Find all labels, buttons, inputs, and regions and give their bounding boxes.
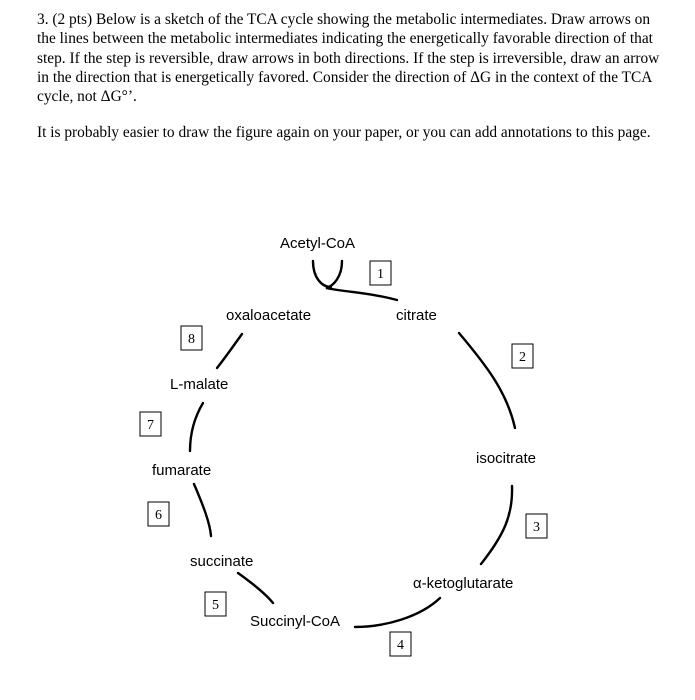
step-1-number: 1 bbox=[377, 267, 384, 282]
step-6-number: 6 bbox=[155, 508, 162, 523]
succinyl-coa-label: Succinyl-CoA bbox=[250, 613, 341, 630]
oxaloacetate-label: oxaloacetate bbox=[226, 307, 312, 324]
step-8-number: 8 bbox=[188, 332, 195, 347]
step-1-box bbox=[370, 261, 391, 285]
step-5-box bbox=[205, 592, 226, 616]
step-7-line bbox=[190, 403, 203, 451]
step-2-number: 2 bbox=[519, 350, 526, 365]
succinate-label: succinate bbox=[190, 553, 254, 570]
question-paragraph-2: It is probably easier to draw the figure again on your paper, or you can add annotations to this page. bbox=[37, 124, 651, 142]
step-5-line bbox=[238, 573, 273, 603]
acetyl-coa-label: Acetyl-CoA bbox=[280, 235, 356, 252]
question-paragraph-1: 3. (2 pts) Below is a sketch of the TCA cycle showing the metabolic intermediates. Draw arrows on the lines between the metabolic intermediates indicating the energetically favorable direction of that step. If the step is reversible, draw arrows in both directions. If the step is irreversible, draw an arrow in the direction that is energetically favored. Consider the direction of ΔG in the context of the TCA cycle, not ΔG°’. bbox=[37, 11, 660, 106]
step-4-number: 4 bbox=[397, 638, 404, 653]
step-7-number: 7 bbox=[147, 418, 154, 433]
step-2-line bbox=[459, 333, 515, 428]
step-4-line bbox=[355, 598, 440, 627]
step-2-box bbox=[512, 344, 533, 368]
step-3-line bbox=[481, 486, 512, 564]
step-4-box bbox=[390, 632, 411, 656]
step-6-box bbox=[148, 502, 169, 526]
alpha-ketoglutarate-label: α-ketoglutarate bbox=[413, 575, 514, 592]
step-3-box bbox=[526, 514, 547, 538]
step-3-number: 3 bbox=[533, 520, 540, 535]
fumarate-label: fumarate bbox=[152, 462, 212, 479]
acetyl-coa-join-line bbox=[313, 261, 331, 287]
citrate-label: citrate bbox=[396, 307, 437, 324]
step-8-line bbox=[217, 334, 242, 368]
l-malate-label: L-malate bbox=[170, 376, 229, 393]
step-7-box bbox=[140, 412, 161, 436]
step-8-box bbox=[181, 326, 202, 350]
isocitrate-label: isocitrate bbox=[476, 450, 537, 467]
step-6-line bbox=[194, 484, 211, 536]
step-5-number: 5 bbox=[212, 598, 219, 613]
